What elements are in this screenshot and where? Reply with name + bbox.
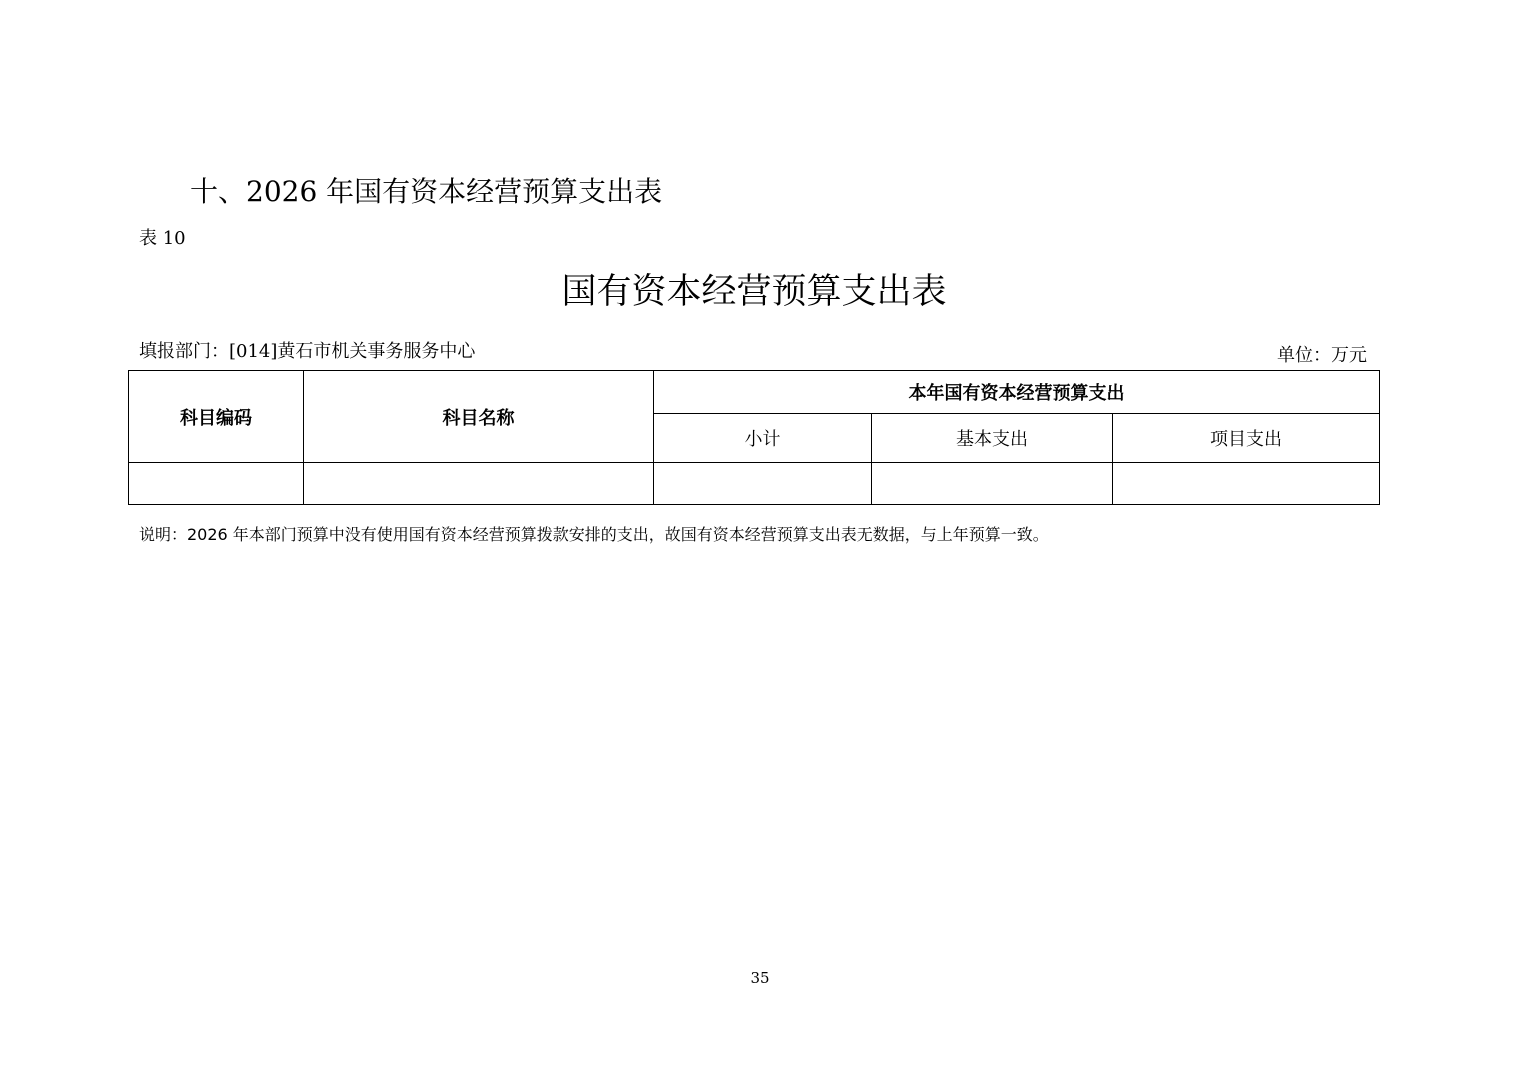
table-number: 表 10	[139, 228, 186, 249]
header-basic: 基本支出	[872, 414, 1113, 463]
department-label: 填报部门：[014]黄石市机关事务服务中心	[139, 341, 476, 362]
cell-basic	[872, 463, 1113, 505]
budget-table	[128, 370, 1380, 505]
report-title: 国有资本经营预算支出表	[561, 272, 947, 312]
header-name: 科目名称	[304, 371, 654, 463]
section-heading: 十、2026 年国有资本经营预算支出表	[190, 175, 663, 208]
unit-label: 单位：万元	[1277, 345, 1367, 366]
table-row	[129, 463, 1380, 505]
explanatory-note: 说明：2026 年本部门预算中没有使用国有资本经营预算拨款安排的支出，故国有资本经营预算支出表无数据，与上年预算一致。	[139, 525, 1049, 544]
header-code: 科目编码	[129, 371, 304, 463]
header-row	[129, 371, 1380, 414]
header-group: 本年国有资本经营预算支出	[654, 371, 1380, 414]
cell-subtotal	[654, 463, 872, 505]
header-subtotal: 小计	[654, 414, 872, 463]
cell-name	[304, 463, 654, 505]
cell-project	[1113, 463, 1380, 505]
header-project: 项目支出	[1113, 414, 1380, 463]
cell-code	[129, 463, 304, 505]
page-number: 35	[750, 969, 770, 987]
